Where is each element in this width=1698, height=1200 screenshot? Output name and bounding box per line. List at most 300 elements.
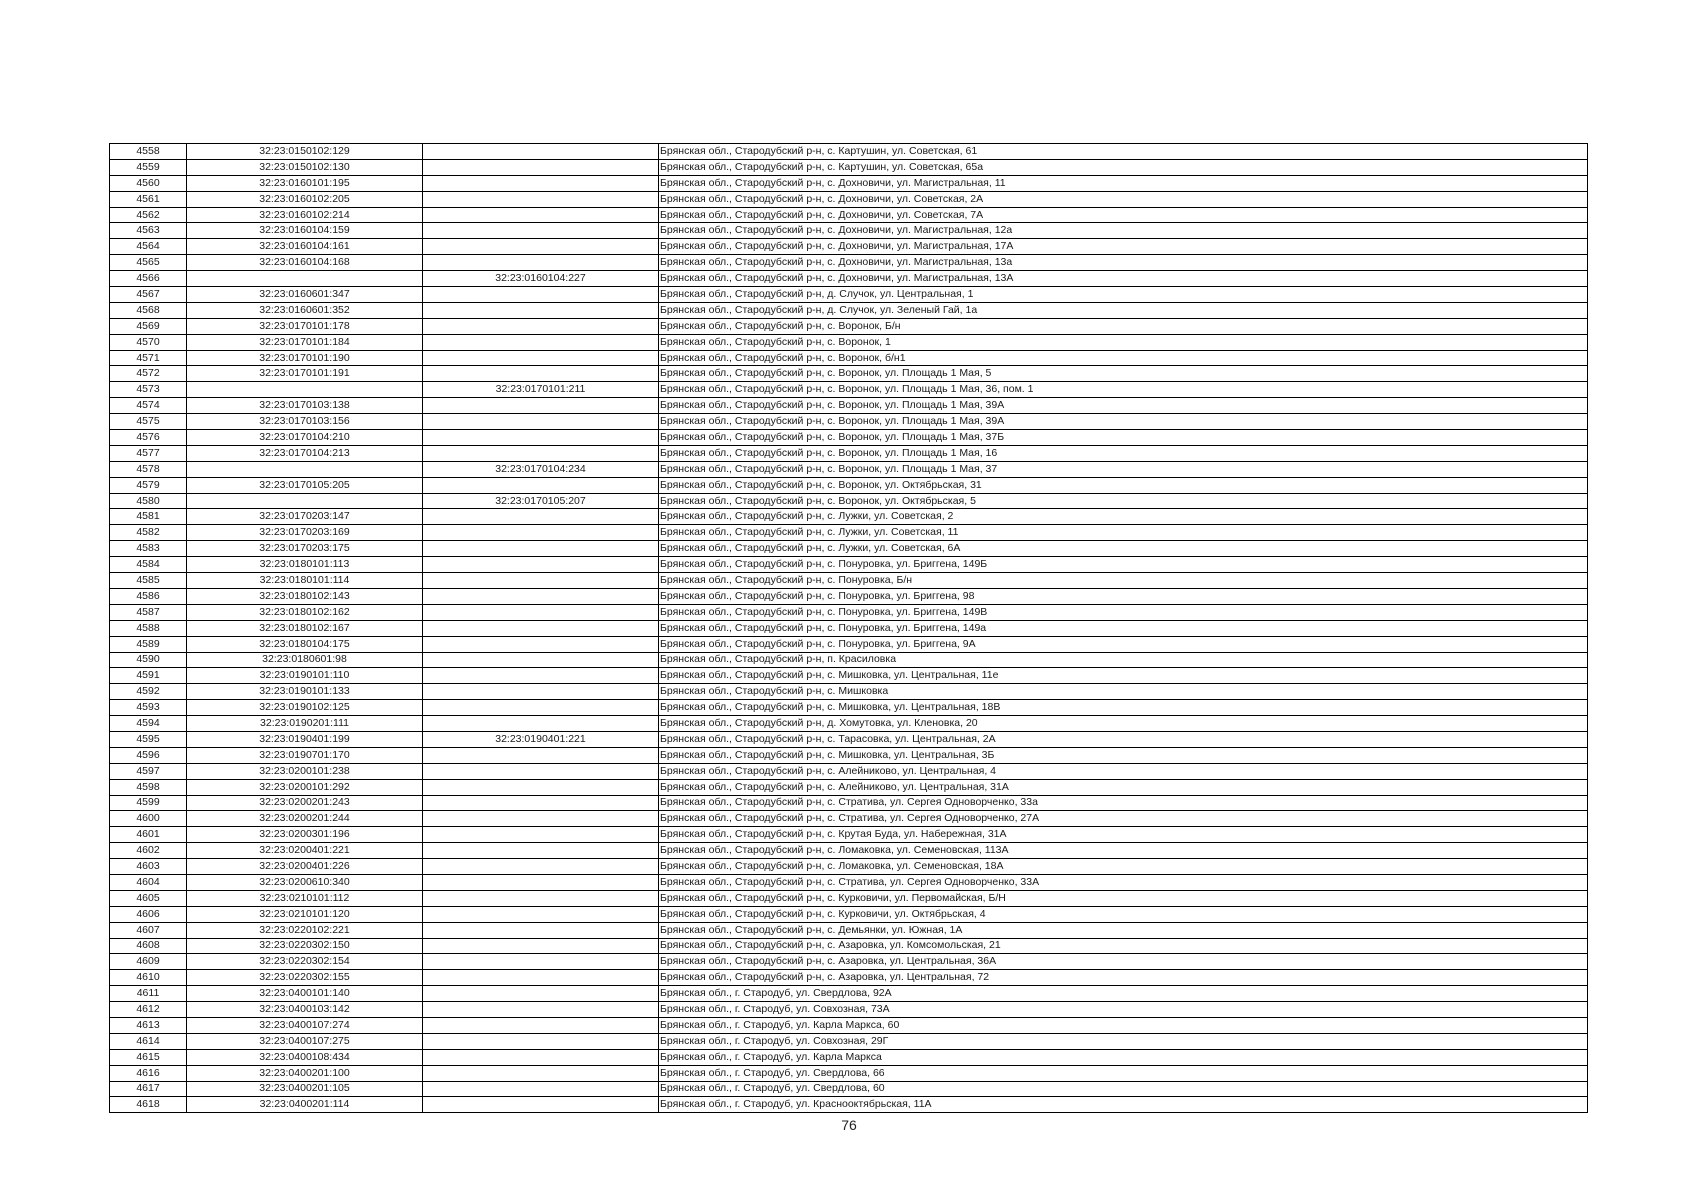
table-row bbox=[110, 1033, 1588, 1049]
cadastral-number-2-cell bbox=[423, 636, 659, 652]
row-number-cell: 4562 bbox=[110, 207, 187, 223]
address-cell: Брянская обл., г. Стародуб, ул. Карла Маркса, 60 bbox=[659, 1017, 1588, 1033]
table-row bbox=[110, 652, 1588, 668]
row-number-cell: 4583 bbox=[110, 541, 187, 557]
cadastral-number-cell bbox=[187, 493, 423, 509]
table-row bbox=[110, 588, 1588, 604]
cadastral-number-2-cell bbox=[423, 573, 659, 589]
row-number-cell: 4587 bbox=[110, 604, 187, 620]
address-cell: Брянская обл., Стародубский р-н, с. Лужки, ул. Советская, 2 bbox=[659, 509, 1588, 525]
address-cell: Брянская обл., Стародубский р-н, с. Алейниково, ул. Центральная, 31А bbox=[659, 779, 1588, 795]
table-row bbox=[110, 779, 1588, 795]
address-cell: Брянская обл., Стародубский р-н, с. Воронок, ул. Октябрьская, 5 bbox=[659, 493, 1588, 509]
row-number-cell: 4607 bbox=[110, 922, 187, 938]
table-row bbox=[110, 874, 1588, 890]
address-cell: Брянская обл., Стародубский р-н, с. Картушин, ул. Советская, 61 bbox=[659, 144, 1588, 160]
cadastral-number-2-cell bbox=[423, 779, 659, 795]
table-row bbox=[110, 366, 1588, 382]
table-row bbox=[110, 318, 1588, 334]
row-number-cell: 4580 bbox=[110, 493, 187, 509]
cadastral-number-cell: 32:23:0170104:210 bbox=[187, 430, 423, 446]
row-number-cell: 4612 bbox=[110, 1002, 187, 1018]
address-cell: Брянская обл., Стародубский р-н, с. Азаровка, ул. Центральная, 36А bbox=[659, 954, 1588, 970]
cadastral-number-cell: 32:23:0400201:100 bbox=[187, 1065, 423, 1081]
row-number-cell: 4558 bbox=[110, 144, 187, 160]
table-row bbox=[110, 239, 1588, 255]
row-number-cell: 4585 bbox=[110, 573, 187, 589]
cadastral-number-cell: 32:23:0180102:143 bbox=[187, 588, 423, 604]
address-cell: Брянская обл., Стародубский р-н, с. Воронок, ул. Площадь 1 Мая, 39А bbox=[659, 414, 1588, 430]
table-row bbox=[110, 604, 1588, 620]
row-number-cell: 4599 bbox=[110, 795, 187, 811]
table-row bbox=[110, 271, 1588, 287]
table-row bbox=[110, 398, 1588, 414]
table-row bbox=[110, 700, 1588, 716]
table-row bbox=[110, 1002, 1588, 1018]
cadastral-number-2-cell bbox=[423, 541, 659, 557]
cadastral-number-2-cell bbox=[423, 366, 659, 382]
cadastral-number-cell bbox=[187, 461, 423, 477]
cadastral-number-cell: 32:23:0180101:113 bbox=[187, 557, 423, 573]
address-cell: Брянская обл., Стародубский р-н, с. Картушин, ул. Советская, 65а bbox=[659, 159, 1588, 175]
table-row bbox=[110, 795, 1588, 811]
cadastral-number-2-cell bbox=[423, 302, 659, 318]
row-number-cell: 4596 bbox=[110, 747, 187, 763]
address-cell: Брянская обл., Стародубский р-н, с. Мишковка, ул. Центральная, 11е bbox=[659, 668, 1588, 684]
address-cell: Брянская обл., Стародубский р-н, с. Воронок, 1 bbox=[659, 334, 1588, 350]
table-row bbox=[110, 811, 1588, 827]
table-row bbox=[110, 1065, 1588, 1081]
cadastral-number-2-cell bbox=[423, 970, 659, 986]
cadastral-number-cell: 32:23:0150102:130 bbox=[187, 159, 423, 175]
cadastral-number-2-cell bbox=[423, 1081, 659, 1097]
address-cell: Брянская обл., Стародубский р-н, с. Понуровка, ул. Бриггена, 149В bbox=[659, 604, 1588, 620]
cadastral-number-2-cell bbox=[423, 922, 659, 938]
row-number-cell: 4578 bbox=[110, 461, 187, 477]
cadastral-number-cell: 32:23:0200101:292 bbox=[187, 779, 423, 795]
cadastral-number-2-cell bbox=[423, 859, 659, 875]
address-cell: Брянская обл., Стародубский р-н, с. Воронок, ул. Площадь 1 Мая, 39А bbox=[659, 398, 1588, 414]
table-row bbox=[110, 906, 1588, 922]
cadastral-number-2-cell bbox=[423, 509, 659, 525]
cadastral-number-cell: 32:23:0160102:214 bbox=[187, 207, 423, 223]
cadastral-number-cell: 32:23:0210101:112 bbox=[187, 890, 423, 906]
cadastral-number-2-cell bbox=[423, 1049, 659, 1065]
address-cell: Брянская обл., Стародубский р-н, с. Стратива, ул. Сергея Одноворченко, 27А bbox=[659, 811, 1588, 827]
row-number-cell: 4615 bbox=[110, 1049, 187, 1065]
address-cell: Брянская обл., Стародубский р-н, с. Понуровка, ул. Бриггена, 149а bbox=[659, 620, 1588, 636]
row-number-cell: 4564 bbox=[110, 239, 187, 255]
table-row bbox=[110, 302, 1588, 318]
address-cell: Брянская обл., Стародубский р-н, с. Понуровка, Б/н bbox=[659, 573, 1588, 589]
registry-table-body bbox=[110, 144, 1588, 1113]
cadastral-number-cell: 32:23:0220102:221 bbox=[187, 922, 423, 938]
address-cell: Брянская обл., Стародубский р-н, с. Дохновичи, ул. Магистральная, 13А bbox=[659, 271, 1588, 287]
cadastral-number-2-cell: 32:23:0160104:227 bbox=[423, 271, 659, 287]
cadastral-number-cell: 32:23:0180102:162 bbox=[187, 604, 423, 620]
table-row bbox=[110, 747, 1588, 763]
table-row bbox=[110, 175, 1588, 191]
cadastral-number-2-cell bbox=[423, 414, 659, 430]
table-row bbox=[110, 636, 1588, 652]
address-cell: Брянская обл., Стародубский р-н, с. Воронок, ул. Площадь 1 Мая, 16 bbox=[659, 445, 1588, 461]
cadastral-number-cell: 32:23:0160101:195 bbox=[187, 175, 423, 191]
address-cell: Брянская обл., Стародубский р-н, с. Мишковка bbox=[659, 684, 1588, 700]
cadastral-number-2-cell bbox=[423, 1017, 659, 1033]
cadastral-number-cell: 32:23:0200201:244 bbox=[187, 811, 423, 827]
cadastral-number-cell: 32:23:0170101:191 bbox=[187, 366, 423, 382]
table-row bbox=[110, 255, 1588, 271]
row-number-cell: 4565 bbox=[110, 255, 187, 271]
registry-table bbox=[109, 143, 1588, 1113]
cadastral-number-2-cell bbox=[423, 811, 659, 827]
cadastral-number-2-cell bbox=[423, 827, 659, 843]
address-cell: Брянская обл., г. Стародуб, ул. Карла Маркса bbox=[659, 1049, 1588, 1065]
row-number-cell: 4608 bbox=[110, 938, 187, 954]
cadastral-number-cell: 32:23:0160104:168 bbox=[187, 255, 423, 271]
row-number-cell: 4606 bbox=[110, 906, 187, 922]
cadastral-number-2-cell bbox=[423, 191, 659, 207]
cadastral-number-2-cell bbox=[423, 986, 659, 1002]
table-row bbox=[110, 986, 1588, 1002]
cadastral-number-2-cell bbox=[423, 684, 659, 700]
cadastral-number-cell: 32:23:0170203:169 bbox=[187, 525, 423, 541]
cadastral-number-2-cell bbox=[423, 1033, 659, 1049]
address-cell: Брянская обл., Стародубский р-н, п. Красиловка bbox=[659, 652, 1588, 668]
table-row bbox=[110, 223, 1588, 239]
row-number-cell: 4579 bbox=[110, 477, 187, 493]
cadastral-number-cell: 32:23:0400107:274 bbox=[187, 1017, 423, 1033]
address-cell: Брянская обл., Стародубский р-н, с. Тарасовка, ул. Центральная, 2А bbox=[659, 731, 1588, 747]
cadastral-number-2-cell bbox=[423, 175, 659, 191]
cadastral-number-cell: 32:23:0210101:120 bbox=[187, 906, 423, 922]
table-row bbox=[110, 684, 1588, 700]
table-row bbox=[110, 731, 1588, 747]
address-cell: Брянская обл., г. Стародуб, ул. Краснооктябрьская, 11А bbox=[659, 1097, 1588, 1113]
table-row bbox=[110, 859, 1588, 875]
cadastral-number-2-cell bbox=[423, 1097, 659, 1113]
address-cell: Брянская обл., Стародубский р-н, с. Стратива, ул. Сергея Одноворченко, 33а bbox=[659, 795, 1588, 811]
cadastral-number-cell: 32:23:0200301:196 bbox=[187, 827, 423, 843]
cadastral-number-cell: 32:23:0180102:167 bbox=[187, 620, 423, 636]
table-row bbox=[110, 382, 1588, 398]
cadastral-number-cell bbox=[187, 271, 423, 287]
row-number-cell: 4566 bbox=[110, 271, 187, 287]
cadastral-number-2-cell bbox=[423, 954, 659, 970]
cadastral-number-2-cell bbox=[423, 144, 659, 160]
cadastral-number-cell: 32:23:0220302:154 bbox=[187, 954, 423, 970]
cadastral-number-2-cell bbox=[423, 318, 659, 334]
row-number-cell: 4570 bbox=[110, 334, 187, 350]
table-row bbox=[110, 557, 1588, 573]
cadastral-number-cell: 32:23:0160104:159 bbox=[187, 223, 423, 239]
cadastral-number-cell bbox=[187, 382, 423, 398]
row-number-cell: 4575 bbox=[110, 414, 187, 430]
cadastral-number-cell: 32:23:0170105:205 bbox=[187, 477, 423, 493]
cadastral-number-cell: 32:23:0190701:170 bbox=[187, 747, 423, 763]
cadastral-number-2-cell bbox=[423, 668, 659, 684]
row-number-cell: 4614 bbox=[110, 1033, 187, 1049]
row-number-cell: 4601 bbox=[110, 827, 187, 843]
cadastral-number-2-cell bbox=[423, 1002, 659, 1018]
cadastral-number-2-cell bbox=[423, 652, 659, 668]
cadastral-number-cell: 32:23:0190101:110 bbox=[187, 668, 423, 684]
cadastral-number-2-cell bbox=[423, 890, 659, 906]
address-cell: Брянская обл., Стародубский р-н, с. Демьянки, ул. Южная, 1А bbox=[659, 922, 1588, 938]
cadastral-number-2-cell: 32:23:0190401:221 bbox=[423, 731, 659, 747]
table-row bbox=[110, 461, 1588, 477]
cadastral-number-cell: 32:23:0180104:175 bbox=[187, 636, 423, 652]
row-number-cell: 4616 bbox=[110, 1065, 187, 1081]
table-row bbox=[110, 207, 1588, 223]
cadastral-number-2-cell bbox=[423, 557, 659, 573]
table-row bbox=[110, 430, 1588, 446]
row-number-cell: 4588 bbox=[110, 620, 187, 636]
row-number-cell: 4576 bbox=[110, 430, 187, 446]
cadastral-number-2-cell bbox=[423, 620, 659, 636]
cadastral-number-cell: 32:23:0200201:243 bbox=[187, 795, 423, 811]
page-number: 76 bbox=[841, 1117, 857, 1133]
table-row bbox=[110, 493, 1588, 509]
row-number-cell: 4605 bbox=[110, 890, 187, 906]
row-number-cell: 4611 bbox=[110, 986, 187, 1002]
address-cell: Брянская обл., Стародубский р-н, с. Воронок, Б/н bbox=[659, 318, 1588, 334]
cadastral-number-cell: 32:23:0180601:98 bbox=[187, 652, 423, 668]
cadastral-number-cell: 32:23:0190201:111 bbox=[187, 716, 423, 732]
cadastral-number-cell: 32:23:0190102:125 bbox=[187, 700, 423, 716]
address-cell: Брянская обл., Стародубский р-н, с. Понуровка, ул. Бриггена, 149Б bbox=[659, 557, 1588, 573]
address-cell: Брянская обл., Стародубский р-н, с. Курковичи, ул. Первомайская, Б/Н bbox=[659, 890, 1588, 906]
row-number-cell: 4603 bbox=[110, 859, 187, 875]
table-row bbox=[110, 938, 1588, 954]
cadastral-number-cell: 32:23:0180101:114 bbox=[187, 573, 423, 589]
row-number-cell: 4577 bbox=[110, 445, 187, 461]
cadastral-number-cell: 32:23:0150102:129 bbox=[187, 144, 423, 160]
address-cell: Брянская обл., Стародубский р-н, с. Азаровка, ул. Центральная, 72 bbox=[659, 970, 1588, 986]
row-number-cell: 4574 bbox=[110, 398, 187, 414]
table-row bbox=[110, 716, 1588, 732]
cadastral-number-2-cell bbox=[423, 159, 659, 175]
table-row bbox=[110, 414, 1588, 430]
cadastral-number-cell: 32:23:0400108:434 bbox=[187, 1049, 423, 1065]
row-number-cell: 4572 bbox=[110, 366, 187, 382]
cadastral-number-2-cell bbox=[423, 223, 659, 239]
cadastral-number-cell: 32:23:0400201:114 bbox=[187, 1097, 423, 1113]
row-number-cell: 4563 bbox=[110, 223, 187, 239]
row-number-cell: 4571 bbox=[110, 350, 187, 366]
cadastral-number-cell: 32:23:0190101:133 bbox=[187, 684, 423, 700]
cadastral-number-2-cell bbox=[423, 445, 659, 461]
table-row bbox=[110, 763, 1588, 779]
row-number-cell: 4591 bbox=[110, 668, 187, 684]
cadastral-number-2-cell bbox=[423, 477, 659, 493]
cadastral-number-2-cell bbox=[423, 938, 659, 954]
table-row bbox=[110, 1097, 1588, 1113]
address-cell: Брянская обл., Стародубский р-н, с. Воронок, ул. Площадь 1 Мая, 5 bbox=[659, 366, 1588, 382]
address-cell: Брянская обл., г. Стародуб, ул. Свердлова, 60 bbox=[659, 1081, 1588, 1097]
table-row bbox=[110, 1049, 1588, 1065]
address-cell: Брянская обл., г. Стародуб, ул. Совхозная, 73А bbox=[659, 1002, 1588, 1018]
table-row bbox=[110, 954, 1588, 970]
address-cell: Брянская обл., Стародубский р-н, с. Понуровка, ул. Бриггена, 9А bbox=[659, 636, 1588, 652]
row-number-cell: 4593 bbox=[110, 700, 187, 716]
table-row bbox=[110, 620, 1588, 636]
row-number-cell: 4604 bbox=[110, 874, 187, 890]
address-cell: Брянская обл., Стародубский р-н, д. Случок, ул. Центральная, 1 bbox=[659, 287, 1588, 303]
cadastral-number-cell: 32:23:0400107:275 bbox=[187, 1033, 423, 1049]
address-cell: Брянская обл., Стародубский р-н, с. Воронок, ул. Площадь 1 Мая, 36, пом. 1 bbox=[659, 382, 1588, 398]
cadastral-number-cell: 32:23:0170103:138 bbox=[187, 398, 423, 414]
cadastral-number-cell: 32:23:0170203:175 bbox=[187, 541, 423, 557]
cadastral-number-2-cell bbox=[423, 795, 659, 811]
table-row bbox=[110, 890, 1588, 906]
cadastral-number-cell: 32:23:0400201:105 bbox=[187, 1081, 423, 1097]
address-cell: Брянская обл., Стародубский р-н, с. Воронок, б/н1 bbox=[659, 350, 1588, 366]
address-cell: Брянская обл., Стародубский р-н, с. Дохновичи, ул. Советская, 2А bbox=[659, 191, 1588, 207]
cadastral-number-cell: 32:23:0200610:340 bbox=[187, 874, 423, 890]
row-number-cell: 4560 bbox=[110, 175, 187, 191]
table-row bbox=[110, 922, 1588, 938]
table-row bbox=[110, 525, 1588, 541]
row-number-cell: 4589 bbox=[110, 636, 187, 652]
cadastral-number-cell: 32:23:0200401:221 bbox=[187, 843, 423, 859]
cadastral-number-cell: 32:23:0220302:155 bbox=[187, 970, 423, 986]
row-number-cell: 4598 bbox=[110, 779, 187, 795]
table-row bbox=[110, 843, 1588, 859]
address-cell: Брянская обл., г. Стародуб, ул. Свердлова, 92А bbox=[659, 986, 1588, 1002]
row-number-cell: 4561 bbox=[110, 191, 187, 207]
cadastral-number-2-cell: 32:23:0170105:207 bbox=[423, 493, 659, 509]
address-cell: Брянская обл., Стародубский р-н, с. Лужки, ул. Советская, 6А bbox=[659, 541, 1588, 557]
row-number-cell: 4613 bbox=[110, 1017, 187, 1033]
address-cell: Брянская обл., Стародубский р-н, с. Мишковка, ул. Центральная, 3Б bbox=[659, 747, 1588, 763]
address-cell: Брянская обл., Стародубский р-н, с. Понуровка, ул. Бриггена, 98 bbox=[659, 588, 1588, 604]
table-row bbox=[110, 970, 1588, 986]
cadastral-number-cell: 32:23:0160102:205 bbox=[187, 191, 423, 207]
address-cell: Брянская обл., Стародубский р-н, с. Крутая Буда, ул. Набережная, 31А bbox=[659, 827, 1588, 843]
cadastral-number-2-cell bbox=[423, 525, 659, 541]
address-cell: Брянская обл., г. Стародуб, ул. Совхозная, 29Г bbox=[659, 1033, 1588, 1049]
table-row bbox=[110, 144, 1588, 160]
row-number-cell: 4602 bbox=[110, 843, 187, 859]
cadastral-number-2-cell bbox=[423, 398, 659, 414]
cadastral-number-2-cell bbox=[423, 874, 659, 890]
address-cell: Брянская обл., Стародубский р-н, с. Воронок, ул. Октябрьская, 31 bbox=[659, 477, 1588, 493]
address-cell: Брянская обл., Стародубский р-н, с. Дохновичи, ул. Магистральная, 11 bbox=[659, 175, 1588, 191]
row-number-cell: 4617 bbox=[110, 1081, 187, 1097]
address-cell: Брянская обл., Стародубский р-н, с. Дохновичи, ул. Магистральная, 17А bbox=[659, 239, 1588, 255]
address-cell: Брянская обл., Стародубский р-н, с. Дохновичи, ул. Советская, 7А bbox=[659, 207, 1588, 223]
table-row bbox=[110, 541, 1588, 557]
cadastral-number-2-cell bbox=[423, 287, 659, 303]
cadastral-number-2-cell bbox=[423, 350, 659, 366]
table-row bbox=[110, 827, 1588, 843]
cadastral-number-cell: 32:23:0160601:352 bbox=[187, 302, 423, 318]
address-cell: Брянская обл., Стародубский р-н, д. Случок, ул. Зеленый Гай, 1а bbox=[659, 302, 1588, 318]
row-number-cell: 4573 bbox=[110, 382, 187, 398]
cadastral-number-2-cell bbox=[423, 207, 659, 223]
address-cell: Брянская обл., Стародубский р-н, с. Курковичи, ул. Октябрьская, 4 bbox=[659, 906, 1588, 922]
table-row bbox=[110, 287, 1588, 303]
cadastral-number-cell: 32:23:0170101:184 bbox=[187, 334, 423, 350]
cadastral-number-2-cell bbox=[423, 906, 659, 922]
cadastral-number-2-cell bbox=[423, 716, 659, 732]
address-cell: Брянская обл., Стародубский р-н, с. Дохновичи, ул. Магистральная, 12а bbox=[659, 223, 1588, 239]
cadastral-number-cell: 32:23:0170103:156 bbox=[187, 414, 423, 430]
registry-table-container bbox=[109, 143, 1587, 1113]
cadastral-number-2-cell: 32:23:0170104:234 bbox=[423, 461, 659, 477]
cadastral-number-cell: 32:23:0200101:238 bbox=[187, 763, 423, 779]
table-row bbox=[110, 1081, 1588, 1097]
address-cell: Брянская обл., Стародубский р-н, д. Хомутовка, ул. Кленовка, 20 bbox=[659, 716, 1588, 732]
address-cell: Брянская обл., Стародубский р-н, с. Стратива, ул. Сергея Одноворченко, 33А bbox=[659, 874, 1588, 890]
row-number-cell: 4569 bbox=[110, 318, 187, 334]
cadastral-number-cell: 32:23:0200401:226 bbox=[187, 859, 423, 875]
address-cell: Брянская обл., Стародубский р-н, с. Ломаковка, ул. Семеновская, 18А bbox=[659, 859, 1588, 875]
cadastral-number-cell: 32:23:0170101:190 bbox=[187, 350, 423, 366]
cadastral-number-cell: 32:23:0160601:347 bbox=[187, 287, 423, 303]
row-number-cell: 4568 bbox=[110, 302, 187, 318]
cadastral-number-2-cell bbox=[423, 430, 659, 446]
row-number-cell: 4609 bbox=[110, 954, 187, 970]
row-number-cell: 4582 bbox=[110, 525, 187, 541]
cadastral-number-2-cell bbox=[423, 334, 659, 350]
address-cell: Брянская обл., Стародубский р-н, с. Воронок, ул. Площадь 1 Мая, 37Б bbox=[659, 430, 1588, 446]
cadastral-number-2-cell bbox=[423, 1065, 659, 1081]
row-number-cell: 4592 bbox=[110, 684, 187, 700]
row-number-cell: 4600 bbox=[110, 811, 187, 827]
table-row bbox=[110, 1017, 1588, 1033]
row-number-cell: 4597 bbox=[110, 763, 187, 779]
row-number-cell: 4590 bbox=[110, 652, 187, 668]
row-number-cell: 4567 bbox=[110, 287, 187, 303]
cadastral-number-cell: 32:23:0190401:199 bbox=[187, 731, 423, 747]
address-cell: Брянская обл., г. Стародуб, ул. Свердлова, 66 bbox=[659, 1065, 1588, 1081]
row-number-cell: 4610 bbox=[110, 970, 187, 986]
cadastral-number-cell: 32:23:0170104:213 bbox=[187, 445, 423, 461]
table-row bbox=[110, 159, 1588, 175]
table-row bbox=[110, 477, 1588, 493]
cadastral-number-cell: 32:23:0160104:161 bbox=[187, 239, 423, 255]
address-cell: Брянская обл., Стародубский р-н, с. Алейниково, ул. Центральная, 4 bbox=[659, 763, 1588, 779]
address-cell: Брянская обл., Стародубский р-н, с. Лужки, ул. Советская, 11 bbox=[659, 525, 1588, 541]
cadastral-number-2-cell bbox=[423, 747, 659, 763]
cadastral-number-cell: 32:23:0400101:140 bbox=[187, 986, 423, 1002]
cadastral-number-cell: 32:23:0170203:147 bbox=[187, 509, 423, 525]
row-number-cell: 4559 bbox=[110, 159, 187, 175]
table-row bbox=[110, 334, 1588, 350]
row-number-cell: 4581 bbox=[110, 509, 187, 525]
table-row bbox=[110, 191, 1588, 207]
cadastral-number-2-cell bbox=[423, 588, 659, 604]
address-cell: Брянская обл., Стародубский р-н, с. Ломаковка, ул. Семеновская, 113А bbox=[659, 843, 1588, 859]
row-number-cell: 4595 bbox=[110, 731, 187, 747]
cadastral-number-cell: 32:23:0400103:142 bbox=[187, 1002, 423, 1018]
table-row bbox=[110, 668, 1588, 684]
cadastral-number-cell: 32:23:0170101:178 bbox=[187, 318, 423, 334]
cadastral-number-2-cell bbox=[423, 604, 659, 620]
table-row bbox=[110, 509, 1588, 525]
table-row bbox=[110, 445, 1588, 461]
cadastral-number-cell: 32:23:0220302:150 bbox=[187, 938, 423, 954]
address-cell: Брянская обл., Стародубский р-н, с. Воронок, ул. Площадь 1 Мая, 37 bbox=[659, 461, 1588, 477]
table-row bbox=[110, 350, 1588, 366]
address-cell: Брянская обл., Стародубский р-н, с. Мишковка, ул. Центральная, 18В bbox=[659, 700, 1588, 716]
cadastral-number-2-cell bbox=[423, 700, 659, 716]
row-number-cell: 4594 bbox=[110, 716, 187, 732]
row-number-cell: 4586 bbox=[110, 588, 187, 604]
cadastral-number-2-cell: 32:23:0170101:211 bbox=[423, 382, 659, 398]
